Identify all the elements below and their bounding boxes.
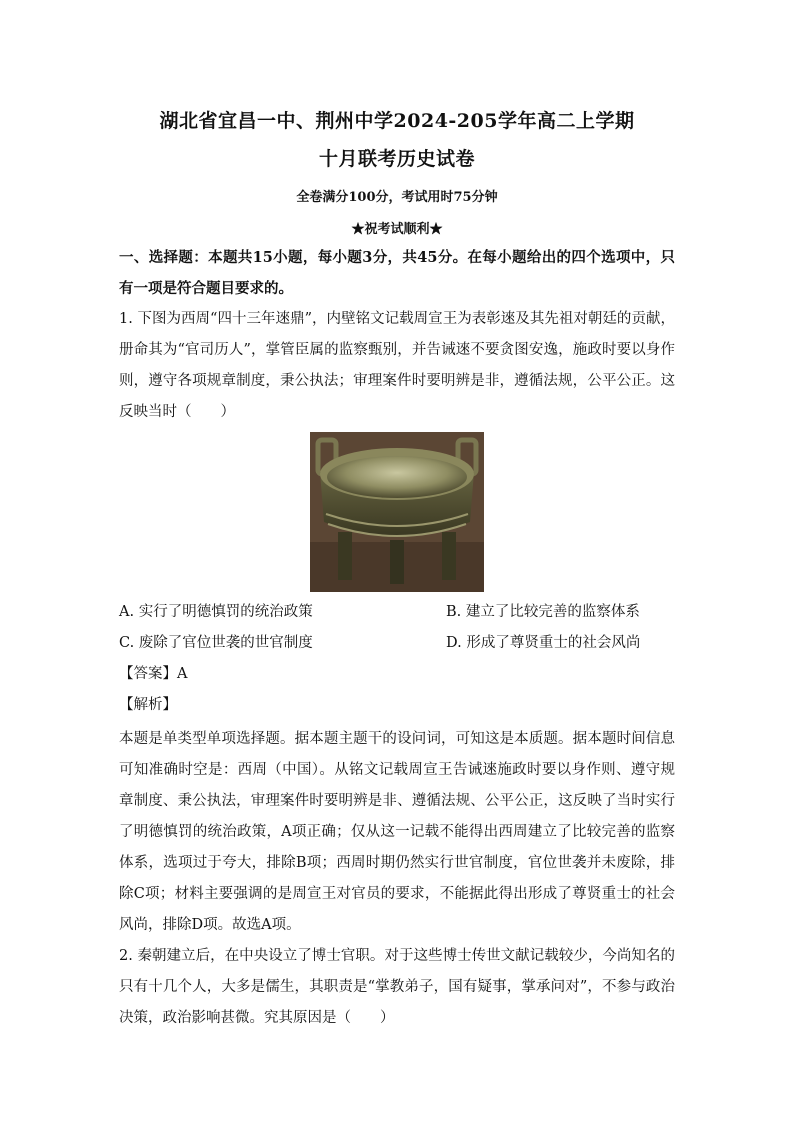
question-2-stem: 2. 秦朝建立后，在中央设立了博士官职。对于这些博士传世文献记载较少，今尚知名的只有十几个人，大多是儒生，其职责是“掌教弟子，国有疑事，掌承问对”，不参与政治决策，政治影响甚微。究其原因是（ ） [119,948,675,1026]
question-1-stem: 1. 下图为西周“四十三年逨鼎”，内壁铭文记载周宣王为表彰逨及其先祖对朝廷的贡献，册命其为“官司历人”，掌管臣属的监察甄别，并告诫逨不要贪图安逸，施政时要以身作则，遵守各项规章制度，秉公执法；审理案件时要明辨是非，遵循法规，公平公正。这反映当时（ ） [119,311,675,420]
section-heading: 一、选择题：本题共15小题，每小题3分，共45分。在每小题给出的四个选项中，只有一项是符合题目要求的。 [119,249,675,297]
ding-illustration-icon [310,432,484,592]
exam-info: 全卷满分100分，考试用时75分钟 [296,190,498,205]
answer-label: 【答案】A [119,666,188,682]
analysis-text: 本题是单类型单项选择题。据本题主题干的设问词，可知这是本质题。据本题时间信息可知准确时空是：西周（中国）。从铭文记载周宣王告诫逨施政时要以身作则、遵守规章制度、秉公执法，审理案件时要明辨是非、遵循法规、公平公正，这反映了当时实行了明德慎罚的统治政策，A项正确；仅从这一记载不能得出西周建立了比较完善的监察体系，选项过于夸大，排除B项；西周时期仍然实行世官制度，官位世袭并未废除，排除C项；材料主要强调的是周宣王对官员的要求，不能据此得出形成了尊贤重士的社会风尚，排除D项。故选A项。 [119,731,675,933]
option-b: B. 建立了比较完善的监察体系 [446,604,640,620]
option-c: C. 废除了官位世袭的世官制度 [119,635,313,651]
option-a: A. 实行了明德慎罚的统治政策 [119,604,313,620]
analysis-label: 【解析】 [119,697,177,713]
good-luck-line: ★祝考试顺利★ [351,222,443,237]
document-title-line2: 十月联考历史试卷 [318,148,475,170]
bronze-ding-image [310,432,484,592]
document-title: 湖北省宜昌一中、荆州中学2024-205学年高二上学期 [159,110,635,132]
option-d: D. 形成了尊贤重士的社会风尚 [446,635,641,651]
